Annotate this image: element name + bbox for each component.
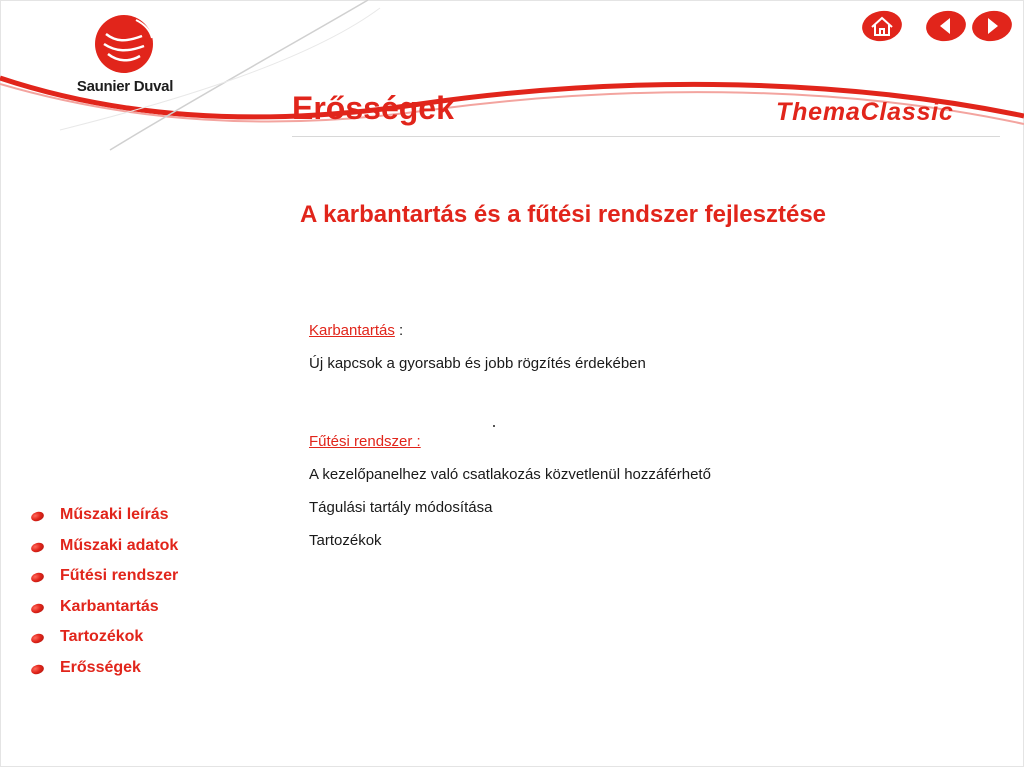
stray-dot [493, 425, 495, 427]
sidebar-item-label: Műszaki leírás [60, 506, 169, 523]
bullet-icon [30, 541, 45, 554]
sidebar-item-label: Műszaki adatok [60, 536, 179, 554]
sidebar-item-label: Erősségek [60, 658, 141, 676]
list-item: Új kapcsok a gyorsabb és jobb rögzítés érdekében [309, 355, 646, 372]
sidebar-item-heating-system[interactable] [30, 561, 270, 592]
previous-button[interactable] [924, 8, 968, 44]
sidebar-item-label: Tartozékok [60, 628, 144, 645]
section-heading-heating [309, 432, 949, 452]
product-logo: ThemaClassic [776, 98, 954, 126]
section-label-suffix: : [394, 322, 404, 339]
sidebar-item-maintenance[interactable] [30, 592, 270, 623]
section-label: Karbantartás [309, 322, 395, 339]
list-item: A kezelőpanelhez való csatlakozás közvetlenül hozzáférhető [309, 466, 711, 483]
sidebar-item-label: Fűtési rendszer [60, 567, 179, 584]
bullet-icon [30, 571, 45, 584]
bullet-icon [30, 602, 45, 615]
brand-logo [70, 12, 180, 98]
sidebar-item-accessories[interactable] [30, 622, 270, 653]
saunier-duval-mark-icon [92, 12, 156, 74]
home-button[interactable] [860, 8, 904, 44]
sidebar-menu [30, 500, 270, 683]
bullet-icon [30, 663, 45, 676]
page-title: Erősségek [292, 90, 454, 126]
content-block [309, 321, 949, 551]
bullet-icon [30, 632, 45, 645]
slide-subtitle: A karbantartás és a fűtési rendszer fejlesztése [300, 201, 827, 228]
section-heading-maintenance [309, 321, 949, 341]
sidebar-item-label: Karbantartás [60, 597, 159, 615]
sidebar-item-technical-data[interactable] [30, 531, 270, 562]
title-divider [292, 136, 1000, 137]
bullet-icon [30, 510, 45, 523]
sidebar-item-strengths[interactable] [30, 653, 270, 684]
next-button[interactable] [970, 8, 1014, 44]
sidebar-item-technical-description[interactable] [30, 500, 270, 531]
section-label: Fűtési rendszer : [309, 433, 421, 450]
list-item: Tágulási tartály módosítása [309, 499, 493, 516]
brand-name: Saunier Duval [76, 78, 174, 95]
list-item: Tartozékok [309, 532, 382, 549]
